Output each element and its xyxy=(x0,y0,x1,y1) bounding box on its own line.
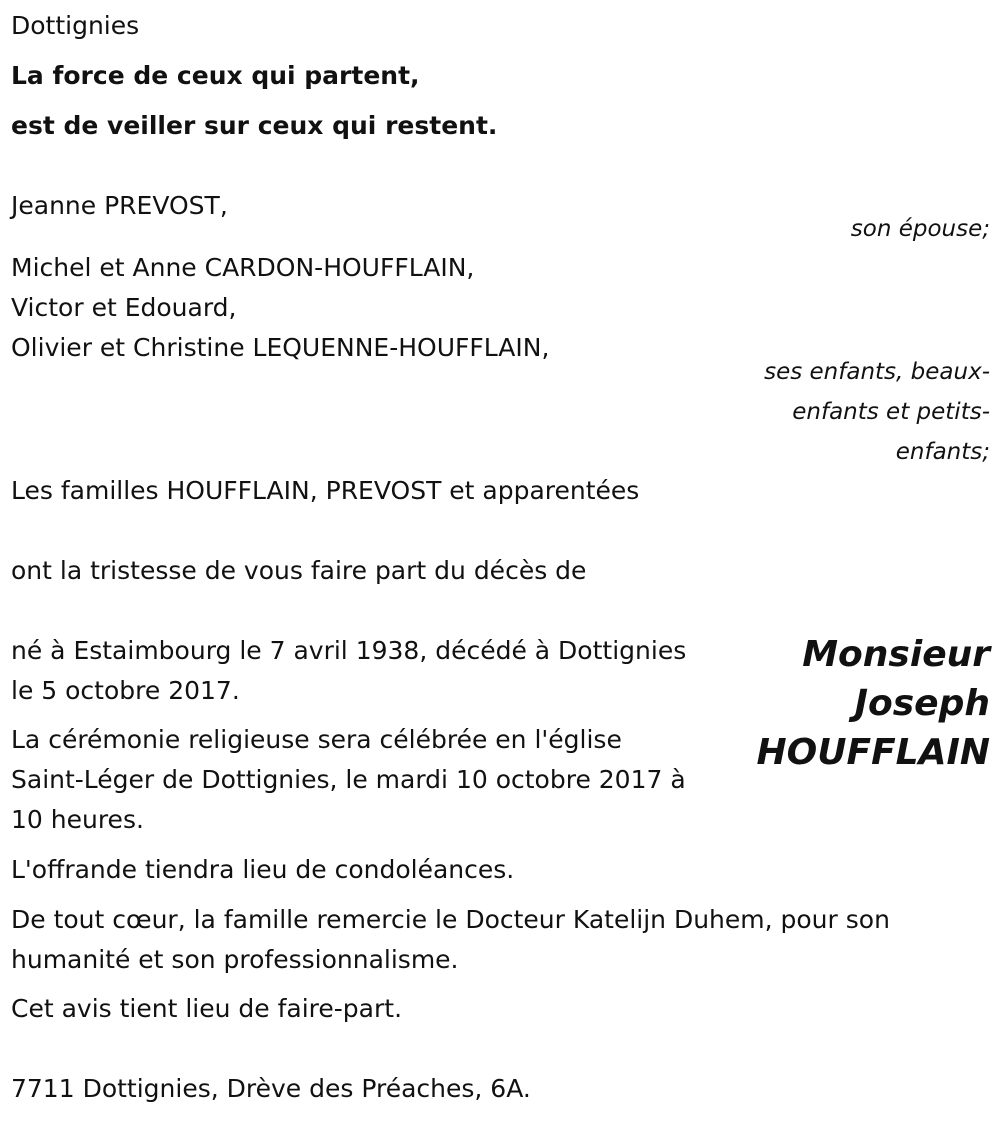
birth-death-text xyxy=(11,631,686,711)
families-line: Les familles HOUFFLAIN, PREVOST et apparentées xyxy=(11,476,640,505)
thanks-text xyxy=(11,900,890,980)
children-role-line: enfants et petits- xyxy=(792,399,990,425)
children-role xyxy=(764,352,990,472)
children-role-line: enfants; xyxy=(895,439,990,465)
place-name: Dottignies xyxy=(11,11,140,40)
children-list xyxy=(11,248,549,368)
thanks-line: humanité et son professionnalisme. xyxy=(11,945,459,974)
deceased-name-line: HOUFFLAIN xyxy=(756,732,990,773)
ceremony-text xyxy=(11,720,686,840)
children-role-line: ses enfants, beaux- xyxy=(764,359,990,385)
thanks-line: De tout cœur, la famille remercie le Docteur Katelijn Duhem, pour son xyxy=(11,905,890,934)
ceremony-line: 10 heures. xyxy=(11,805,144,834)
birth-death-line: né à Estaimbourg le 7 avril 1938, décédé à Dottignies xyxy=(11,636,687,665)
address-text: 7711 Dottignies, Drève des Préaches, 6A. xyxy=(11,1074,531,1103)
children-line: Olivier et Christine LEQUENNE-HOUFFLAIN, xyxy=(11,333,550,362)
deceased-name-line: Joseph xyxy=(854,683,990,724)
quote-line-1: La force de ceux qui partent, xyxy=(11,61,420,90)
ceremony-line: Saint-Léger de Dottignies, le mardi 10 octobre 2017 à xyxy=(11,765,686,794)
children-line: Victor et Edouard, xyxy=(11,293,237,322)
deceased-name xyxy=(757,630,990,777)
offering-text: L'offrande tiendra lieu de condoléances. xyxy=(11,855,515,884)
ceremony-line: La cérémonie religieuse sera célébrée en l'église xyxy=(11,725,622,754)
announcement-text: ont la tristesse de vous faire part du décès de xyxy=(11,556,587,585)
children-line: Michel et Anne CARDON-HOUFFLAIN, xyxy=(11,253,475,282)
quote-line-2: est de veiller sur ceux qui restent. xyxy=(11,111,498,140)
spouse-role: son épouse; xyxy=(850,216,990,242)
birth-death-line: le 5 octobre 2017. xyxy=(11,676,240,705)
spouse-name: Jeanne PREVOST, xyxy=(11,191,228,220)
notice-text: Cet avis tient lieu de faire-part. xyxy=(11,994,403,1023)
deceased-name-line: Monsieur xyxy=(802,634,990,675)
